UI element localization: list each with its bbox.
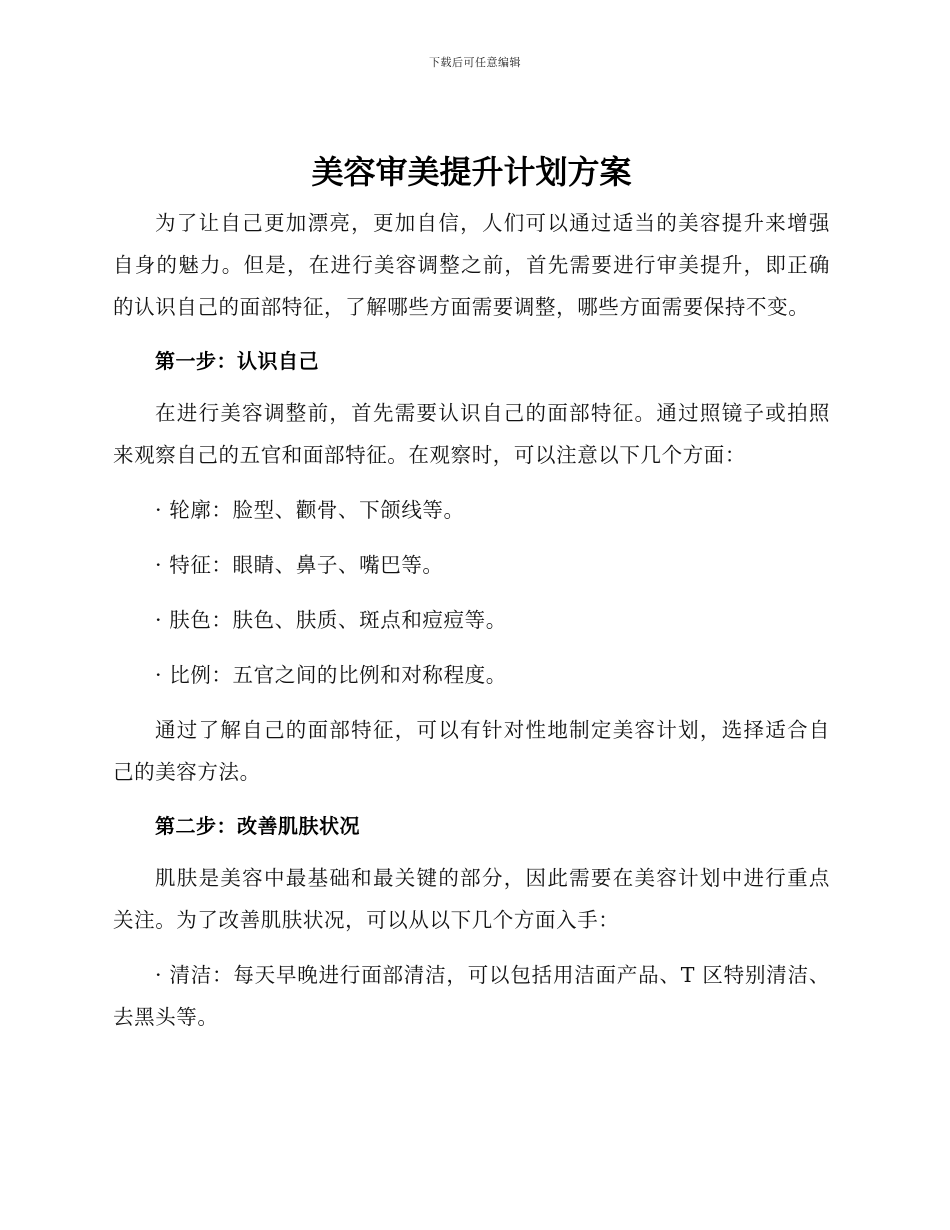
document-title: 美容审美提升计划方案 (311, 153, 632, 191)
step1-bullet-list (113, 489, 830, 696)
bullet-item-contour: · 轮廓：脸型、颧骨、下颌线等。 (155, 498, 465, 522)
step1-heading: 第一步：认识自己 (155, 349, 319, 373)
bullet-item-cleansing: · 清洁：每天早晚进行面部清洁，可以包括用洁面产品、T 区特别清洁、去黑头等。 (113, 963, 830, 1029)
step2-bullet-list (113, 954, 830, 1038)
step1-paragraph: 在进行美容调整前，首先需要认识自己的面部特征。通过照镜子或拍照来观察自己的五官和面部特征。在观察时，可以注意以下几个方面： (113, 401, 830, 467)
step2-paragraph: 肌肤是美容中最基础和最关键的部分，因此需要在美容计划中进行重点关注。为了改善肌肤状况，可以从以下几个方面入手： (113, 866, 830, 932)
document-body (113, 150, 830, 1038)
bullet-item-features: · 特征：眼睛、鼻子、嘴巴等。 (155, 553, 444, 577)
header-note: 下载后可任意编辑 (429, 56, 521, 69)
step1-conclusion: 通过了解自己的面部特征，可以有针对性地制定美容计划，选择适合自己的美容方法。 (113, 718, 830, 784)
bullet-item-proportion: · 比例：五官之间的比例和对称程度。 (155, 663, 507, 687)
intro-paragraph: 为了让自己更加漂亮，更加自信，人们可以通过适当的美容提升来增强自身的魅力。但是，在进行美容调整之前，首先需要进行审美提升，即正确的认识自己的面部特征，了解哪些方面需要调整，哪些方面需要保持不变。 (113, 211, 830, 319)
bullet-item-skin-tone: · 肤色：肤色、肤质、斑点和痘痘等。 (155, 608, 507, 632)
step2-heading: 第二步：改善肌肤状况 (155, 814, 360, 838)
